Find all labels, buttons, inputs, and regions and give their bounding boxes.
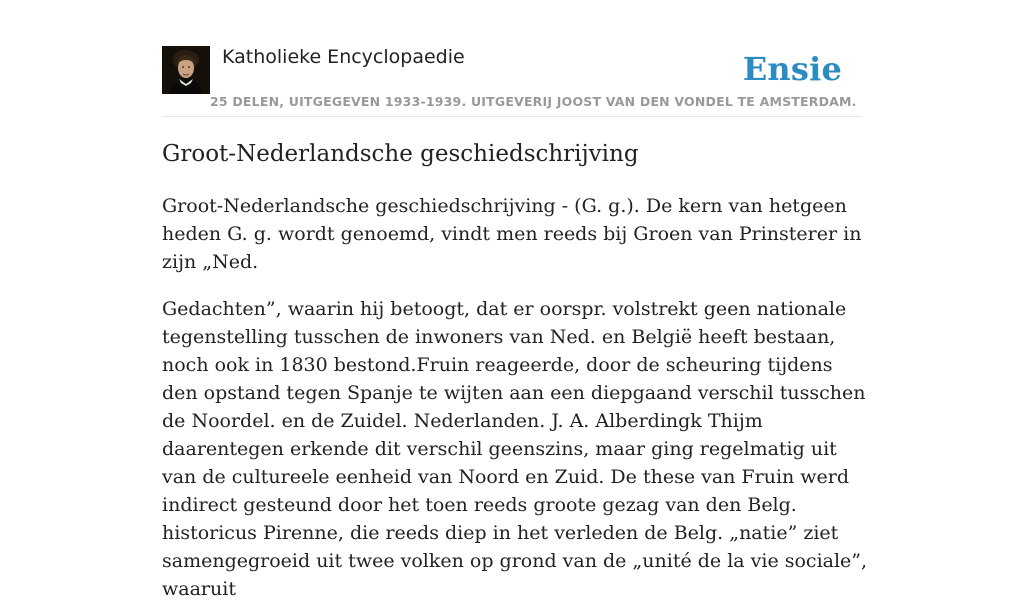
source-header bbox=[162, 46, 862, 117]
article-paragraph: Groot-Nederlandsche geschiedschrijving - (G. g.). De kern van hetgeen heden G. g. wordt genoemd, vindt men reeds bij Groen van Prinsterer in zijn „Ned. bbox=[162, 195, 862, 273]
portrait-avatar-icon[interactable] bbox=[162, 46, 210, 94]
article-title: Groot-Nederlandsche geschiedschrijving bbox=[162, 141, 639, 167]
source-title-link[interactable]: Katholieke Encyclopaedie bbox=[222, 46, 465, 68]
ensie-logo[interactable]: Ensie bbox=[742, 50, 842, 88]
article bbox=[162, 138, 868, 603]
article-paragraph: Gedachten”, waarin hij betoogt, dat er oorspr. volstrekt geen nationale tegenstelling tusschen de inwoners van Ned. en België heeft bestaan, noch ook in 1830 bestond.Fruin reageerde, door de scheuring tijdens den opstand tegen Spanje te wijten aan een diepgaand verschil tusschen de Noordel. en de Zuidel. Nederlanden. J. A. Alberdingk Thijm daarentegen erkende dit verschil geenszins, maar ging regelmatig uit van de cultureele eenheid van Noord en Zuid. De these van Fruin werd indirect gesteund door het toen reeds groote gezag van den Belg. historicus Pirenne, die reeds diep in het verleden de Belg. „natie” ziet samengegroeid uit twee volken op grond van de „unité de la vie sociale”, waaruit bbox=[162, 298, 868, 600]
source-subtitle: 25 DELEN, UITGEGEVEN 1933-1939. UITGEVERIJ JOOST VAN DEN VONDEL TE AMSTERDAM. bbox=[210, 94, 857, 109]
